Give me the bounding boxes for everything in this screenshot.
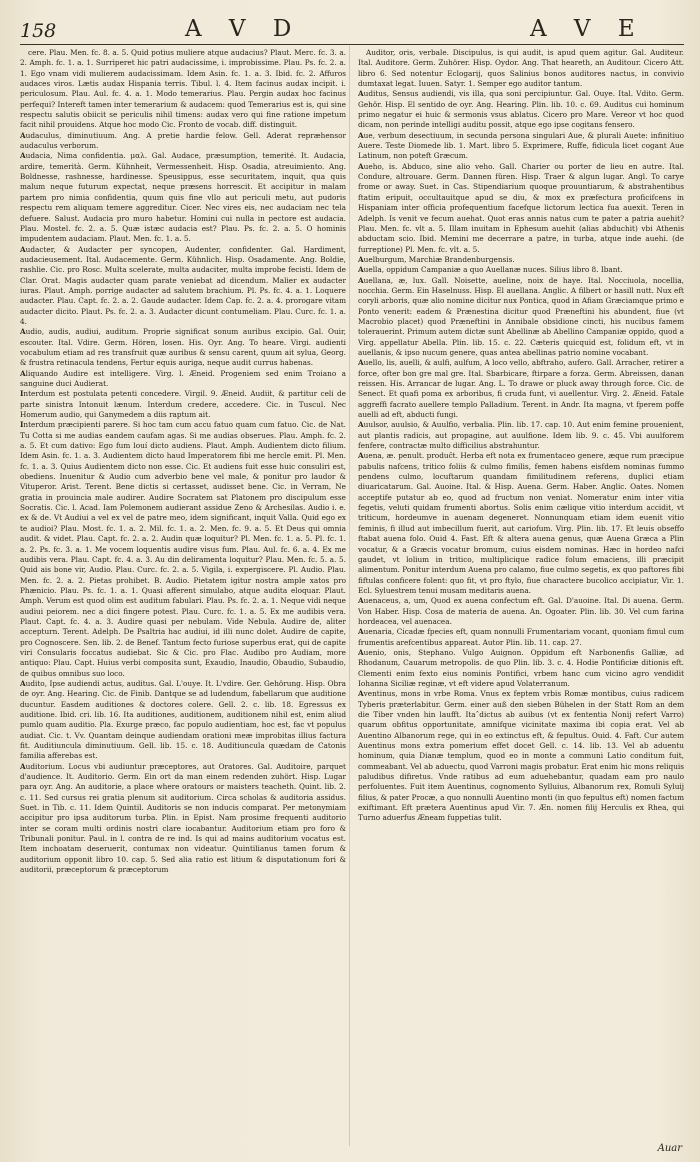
dictionary-entry: Auditorium. Locus vbi audiuntur præceptores, aut Oratores. Gal. Auditoire, parquet d'audience. It. Auditorio. Germ. Ein ort da man einem redenden zuhört. Hisp. Lugar para oyr. Ang. An auditorie, a place where oratours or maisters teacheth. Quint. lib. 2. c. 11. Sed cursus rei gratia plenum sit auditorium. Circa scholas & auditoria assidus. Suet. in Tib. c. 11. Idem Quintil. Auditoris se non inducis comparat. Per metonymiam accipitur pro ipsa auditorum turba. Plin. in Epist. Nam prosime frequenti auditorio inter se coram multi ordinis nostri clare iocabantur. Auditorium etiam pro foro & Tribunali ponitur. Paul. in l. contra de re ind. Is qui ad mains auditorium vocatus est. Item inchoatam deseruerit, contumax non videatur. Quintilianus tamen forum & auditorium opponit libro 10. cap. 5. Sed alia ratio est litium & disputationum fori & auditorii, præceptorum & præceptorum bbox=[20, 761, 346, 875]
dictionary-entry: Auditus, Sensus audiendi, vis illa, qua soni percipiuntur. Gal. Ouye. Ital. Vdito. Germ. Gehör. Hisp. El sentido de oyr. Ang. Hearing. Plin. lib. 10. c. 69. Auditus cui hominum primo negatur ei huic & sermonis vsus ablatus. Cicero pro Mare. Vereor vt hoc quod dicam, non perinde intelligi auditu possit, atque ego ipse cogitans fensero. bbox=[358, 89, 684, 130]
dictionary-entry: Auulsor, auulsio, & Auulfio, verbalia. Plin. lib. 17. cap. 10. Aut enim femine prouenient, aut plantis radicis, aut propagine, aut auulfione. Idem lib. 9. c. 45. Vbi auulforem fenfere, contractæ multo difficilius abstrahuntur. bbox=[358, 420, 684, 451]
left-running-head: A V D bbox=[185, 16, 302, 42]
dictionary-entry: Interdum præcipienti parere. Si hoc tam cum accu fatuo quam cum fatuo. Cic. de Nat. Tu Cotta si me audias eandem caufam agas. Si me audias obserues. Plau. Amph. fc. 2. a. 5. Et cum dativo: Ego fum louí dicto audiens. Plaut. Amph. Audientem dicto filium. Idem Asin. fc. 1. a. 3. Audientem dicto haud Imperatorem fibi me hercle emit. Pl. Men. fc. 1. a. 3. Quius Audientem dicto non esse. Cic. Et audiens fuit esse huic consuliri est, obediens. Inuenitur & Audio cum adverbio bene vel male, & ponitur pro laudor & Vituperor. Arist. Terent. Bene dictis si certasset, audisset bene. Cic. in Verram, Ne gratia in prouincia male audirer. Audire Socratem sat Platonem pro discipulum esse Socratis. Cic. l. Acad. Iam Polemonem audierant assidue Zeno & Archesilas. Audio i. e. ex & de. Vt Audiui a vel ex vel de patre meo, idem significant, inquit Valla. Quid ego ex te audioi? Plau. Most. fc. 1. a. 2. Mil. fc. 1. a. 2. Men. fc. 9. a. 5. Et Deus qui omnia audit. & videt. Plau. Capt. fc. 2. a. 2. Audin quæ loquitur? Pl. Men. fc. 1. a. 5. Pl. fc. 1. a. 2. Ps. fc. 3. a. 1. Me vocem loquentis audire visus fum. Plau. Aul. fc. 6. a. 4. Ex me audibis vera. Plau. Capt. fc. 4. a. 3. Au din deliramenta loquitur? Plau. Men. fc. 5. a. 5. Quid ais bone vir, Audio. Plau. Curc. fc. 2. a. 5. Vigila, i. expergiscere. Pl. Audio. Plau. Men. fc. 2. a. 2. Pietas prohibet. B. Audio. Pietatem igitur nostra ample xatos pro Phænicio. Plau. Ps. fc. 1. a. 1. Quasi afferent simulabo, atque audita eloquar. Plaut. Amph. Verum est quod olim est auditum fabulari. Plau. Ps. fc. 2. a. 1. Neque vidi neque audiui peiorem. nec a dici fingere potest. Plau. Curc. fc. 1. a. 5. Ex me audibis vera. Plaut. Capt. fc. 4. a. 3. Audire quasi per nebulam. Vide Nebula. Audire de, aliter accepturn. Terent. Adelph. De Psaltria hac audiui, id illi nunc dolet. Audire de capite, pro Cognoscere. Sen. lib. 2. de Benef. Tantum fecto furiose superbus erat, qui de capite viri Consularis foccatus audiebat. Sic & Cic. pro Flac. Audibo pro Audiam, more antiquo: Plau. Capt. Huius verbi composita sunt, Exaudio, Inaudio, Obaudio, Subaudio, de quibus omnibus suo loco. bbox=[20, 420, 346, 678]
dictionary-entry: Interdum est postulata petenti concedere. Virgil. 9. Æneid. Audiit, & partitur celi de parte sinistra Intonuit lænum. Interdum credere, accedere. Cic. in Tuscul. Nec Homerum audio, qui Ganymedem a diis raptum ait. bbox=[20, 389, 346, 420]
dictionary-entry: Auenaceus, a, um, Quod ex auena confectum eft. Gal. D'auoine. Ital. Di auena. Germ. Von Haber. Hisp. Cosa de materia de auena. An. Ogoater. Plin. lib. 30. Vel cum farina hordeacea, vel auenacea. bbox=[358, 596, 684, 626]
dictionary-entry: Aliquando Audire est intelligere. Virg. l. Æneid. Progeniem sed enim Troiano a sanguine duci Audierat. bbox=[20, 368, 346, 388]
dictionary-entry: Auena, æ. penult. produĉt. Herba eft nota ex frumentaceo genere, æque rum præcipue pabulis nafcens, tritico foliis & culmo fimilis, femen habens eisfdem nominas fummo pendens culmo, locuftarum quandam fimilitudinem referens, duplici etiam diuaricatarum. Gal. Auoine. Ital. & Hisp. Auena. Germ. Haber. Anglic. Oates. Nomen acceptife putatur ab eo, quod ad fructum non veniat. Nomeratur enim inter vitia fegetis, veluti quidam frumenti abortus. Solis enim cælique vitio interdum accidit, vt triticum, hordeumve in auenam degeneret. Nonnunquam etiam idem euenit vitio feminis, fi illud aut imbecillum fuerit, aut cariofum. Virg. Plin. lib. 17. Et leuis obseffo ftabat auena folo. Ouid 4. Fast. Eft & altera auena genus, quæ Auena Græca a Plin vocatur, & a Græcis vocatur bromum, cuius eisdem nominas. Hæc in hordeo nafci gaudet, vt lolium in tritico, multiplicique radice folum emaciens, illi præcipit alimentum. Ponitur interdum Auena pro calamo, fiue culmo segetis, ex quo paftores fibi fiftulas conficere folent: quo fit, vt pro ftylo, fiue charactere bucolico accipiatur, Vir. 1. Ecl. Syluestrem tenui musam meditaris auena. bbox=[358, 451, 684, 595]
dictionary-entry: Aventinus, mons in vrbe Roma. Vnus ex feptem vrbis Romæ montibus, cuius radicem Tyberis præterlabitur. Germ. einer auß den sieben Bühelen in der Statt Rom an dem die Tiber vnden hin laufft. Itaˆdictus ab auibus (vt ex fententia Nonij refert Varro) quarum obfitus opportunitate, amnifque vicinitate maxima ibi copia erat. Vel ab Auentino Albanorum rege, qui in eo extinctus eft, & fepultus. Ouid. 4. Faft. Cur autem Auentinus mons extra pomerium effet docet Gell. c. 14. lib. 13. Vel ab aduentu hominum, quia Dianæ templum, quod eo in monte a communi Latio conditum fuit, commeabant. Vel ab aduectu, quod Varroni magis probatur. Erat enim hic mons reliquis paludibus difiretus. Vnde ratibus ad eum aduehebantur, quadam eam pro naulo perfoluentes. Fuit item Auentinus, cognomento Sylluius, Albanorum rex, Romuli Syluij filius, & pater Procæ, a quo nonnulli Auentino monti (in quo fepultus eft) nomen factum exiftimant. Eft prætera Auentinus apud Vir. 7. Æn. nomen filij Herculis ex Rhea, qui Turno aduerfus Æneam fuppetias tulit. bbox=[358, 689, 684, 823]
running-header bbox=[20, 14, 684, 45]
dictionary-entry: Auditor, oris, verbale. Discipulus, is qui audit, is apud quem agitur. Gal. Auditeur. Ital. Auditore. Germ. Zuhörer. Hisp. Oydor. Ang. That heareth, an Auditour. Cicero Att. libro 6. Sed notentur Eclogarij, quos Salinius bonos auditores nactus, in convivio dumtaxat legat. Iuuen. Satyr. 1. Semper ego auditor tantum. bbox=[358, 48, 684, 89]
dictionary-entry: Auenaria, Cicadæ fpecies eft, quam nonnulli Frumentariam vocant, quoniam fimul cum frumentis arefcentibus appareat. Autor Plin. lib. 11. cap. 27. bbox=[358, 627, 684, 647]
dictionary-entry: Audio, audis, audiui, auditum. Proprie significat sonum auribus excipio. Gal. Ouir, escouter. Ital. Vdire. Germ. Hören, losen. His. Oyr. Ang. To heare. Virgi. audienti vocabulum etiam ad res transfruit quæ auribus & sensu carent, quum ait sylua, Georg. & frustra retinacula tendens, Fertur equis auriga, neque audit currus habenas. bbox=[20, 327, 346, 368]
dictionary-entry: Audaculus, diminutiuum. Ang. A pretie hardie felow. Gell. Aderat repræhensor audaculus verborum. bbox=[20, 130, 346, 151]
dictionary-entry: Audacter, & Audacter per syncopen, Audenter, confidenter. Gal. Hardiment, audacieusement. Ital. Audacemente. Germ. Kühnlich. Hisp. Osadamente. Ang. Boldie, rashlie. Cic. pro Rosc. Multa scelerate, multa audaciter, multa improbe fecisti. Idem de Clar. Orat. Magis audacter quam parate veniebat ad dicendum. Malier ex audacter iuras. Plaut. Amph. porrige audacter ad salutem brachium. Pl. Ps. fc. 4. a. 1. Loquere audacter. Plau. Capt. fc. 2. a. 2. Gaude audacter. Idem Cap. fc. 2. a. 4. prorogare vitam audacter dicito. Plaut. Ps. fc. 2. a. 3. Audacter dicunt contumeliam. Plau. Curc. fc. 1. a. 4. bbox=[20, 244, 346, 326]
text-columns bbox=[20, 48, 684, 1152]
left-column bbox=[20, 48, 346, 1152]
right-running-head: A V E bbox=[530, 16, 645, 42]
right-column bbox=[358, 48, 684, 1152]
page-number: 158 bbox=[20, 20, 57, 42]
column-gutter bbox=[349, 46, 350, 1146]
dictionary-entry: Auello, lis, auelli, & aulfi, aulfum, A loco vello, abftraho, aufero. Gall. Arracher, retirer a force, ofter bon gre mal gre. Ital. Sbarbicare, ftirpare a forza. Germ. Abreissen, danan reissen. His. Arrancar de lugar. Ang. L. To drawe or pluck away through force. Cic. de Senect. Et quafi poma ex arboribus, fi cruda funt, vi auellentur. Virg. 2. Æneid. Fatale aggreffi facrato auellere templo Palladium. Terent. in Andr. Ita magna, vt fperem poffe auelli ad eft, abducti fungi. bbox=[358, 358, 684, 420]
dictionary-entry: Aueho, is. Abduco, sine alio veho. Gall. Charier ou porter de lieu en autre. Ital. Condure, altrouare. Germ. Dannen füren. Hisp. Traer & algun lugar. Angl. To carye frome or away. Suet. in Cas. Stipendiarium quoque prouuntiarum, & abstrahentibus ftatim eripuit, occultauitque apud se diu, & mox ex præfectura proficifcens in Hispaniam inter officia profequentium facefque lictorum lectica fua auexit. Teren in Adelph. Is venit ve fecum auehat. Quot eras annis natus cum te pater a patria auehit? Plau. Men. fc. vlt a. 5. Illam inuitam in Ephesum auehit (alias abduchit) vbi Athenis abductam scio. Ibid. Memini me decerrare a patre, in turba, atque inde auehi. (de furreptione) Pl. Men. fc. vlt. a. 5. bbox=[358, 161, 684, 254]
dictionary-entry: Auenio, onis, Stephano. Vulgo Auignon. Oppidum eft Narbonenfis Galliæ, ad Rhodanum, Cauarum metropolis. de quo Plin. lib. 3. c. 4. Hodie Pontificiæ ditionis eft. Clementi enim fexto eius nominis Pontifici, vrbem hanc cum vicino agro vendidit Iohanna Siciliæ reginæ, vt eft videre apud Volaterranum. bbox=[358, 647, 684, 688]
dictionary-entry: Audito, Ipse audiendi actus, auditus. Gal. L'ouye. It. L'vdire. Ger. Gehörung. Hisp. Obra de oyr. Ang. Hearing. Cic. de Finib. Dantque se ad ludendum, fabellarum que auditione ducuntur. Easdem auditiones & doctores colere. Gell. 2. c. lib. 18. Egressus ex auditione. Ibid. cri. lib. 16. Ita auditiones, auditionem, auditionem nihil est, enim aliud pumlo quam auditio. Pla. Exurge præco, fac populo audientiam, hoc est, fac vt populus audiat. Cic. t. Vv. Quantam deinque audiendam orationi meæ improbitas illius factura fit. Auditiuncula diminutiuum. Gell. lib. 15. c. 18. Auditiuncula quædam de Catonis familia afferebas est. bbox=[20, 678, 346, 761]
dictionary-entry: Aue, verbum desectiuum, in secunda persona singulari Aue, & plurali Auete: infinitiuo Auere. Teste Diomede lib. 1. Mart. libro 5. Exprimere, Ruffe, fidicula licet cogant Aue Latinum, non poteft Græcum. bbox=[358, 130, 684, 161]
dictionary-entry: Audacia, Nima confidentia. μαλ. Gal. Audace, præsumption, temerité. It. Audacia, ardire, temerità. Germ. Kühnheit, Vermessenheit. Hisp. Osadia, atreuimiento. Ang. Boldnesse, rashnesse, hardinesse. Speusippus, esse securitatem, inquit, qua quis malum neque futurum expectat, neque præsens horrescit. Et accipitur in malam partem pro nimia confidentia, quum quis fine vllo aut periculi metu, aut pudoris respectu rem aliquam temere aggreditur. Cicer. Nec vires eis, nec audaciam nec tela defuere. Salust. Audacia pro muro habetur. Homini cui nulla in pectore est audacia. Plau. Mostel. fc. 2. a. 5. Quæ istæc audacia est? Plau. Ps. fc. 2. a. 5. O hominis impudentem audaciam. Plaut. Men. fc. 1. a. 5. bbox=[20, 151, 346, 244]
dictionary-entry: cere. Plau. Men. fc. 8. a. 5. Quid potius muliere atque audacius? Plaut. Merc. fc. 3. a. 2. Amph. fc. 1. a. 1. Surriperet hic patri audacissime, i. improbissime. Plau. Ps. fc. 2. a. 1. Ego vnam vidi mulierem audacissimam. Idem Asin. fc. 1. a. 3. Ibid. fc. 2. Affuros audaces viros. Lætis audax Hispania terris. Tibul. l. 4. Item facinus audax incipit. i. periculosum. Plau. Aul. fc. 4. a. 1. Modo temerarius. Plau. Pergin audax hoc facinus perfequi? Intereft tamen inter temerarium & audacem: quod Temerarius est is, qui sine respectu salutis obiicit se periculis nihil timens: audax vero qui fine ratione impetum facit nihil prouidens. Atque hoc modo Cic. Fronto de vocab. diff. distinguit. bbox=[20, 48, 346, 130]
dictionary-entry: Auella, oppidum Campaniæ a quo Auellanæ nuces. Silius libro 8. Ibant. bbox=[358, 265, 623, 275]
dictionary-entry: Auelburgum, Marchiæ Brandenburgensis. bbox=[358, 254, 515, 264]
dictionary-entry: Auellana, æ, lux. Gall. Noisette, aueline, noix de haye. Ital. Nocciuola, nocellia, nocchia. Germ. Ein Haselnuss. Hisp. El auellana. Anglic. A filbert or hasill nutt. Nux eft coryli arboris, quæ alio nomine dicitur nux Pontica, quod in Afiam Græciamque primo e Ponto venerit: eadem & Prænestina dicitur quod Præneftini his abundent, fiue (vt Macrobio placet) quod Præneftini in Annibale obsidione cincti, his nucibus famem tolerauerint. Primum autem dictæ sunt Abellinæ ab Abellino Campaniæ oppido, quod a Virg. appellatur Abella. Plin. lib. 15. c. 22. Cæteris quicquid est, folidum eft, vt in auellanis, & ipso nucum genere, quas antea abellinas patrio nomine vocabant. bbox=[358, 275, 684, 357]
catchword: Auar bbox=[657, 1143, 682, 1154]
